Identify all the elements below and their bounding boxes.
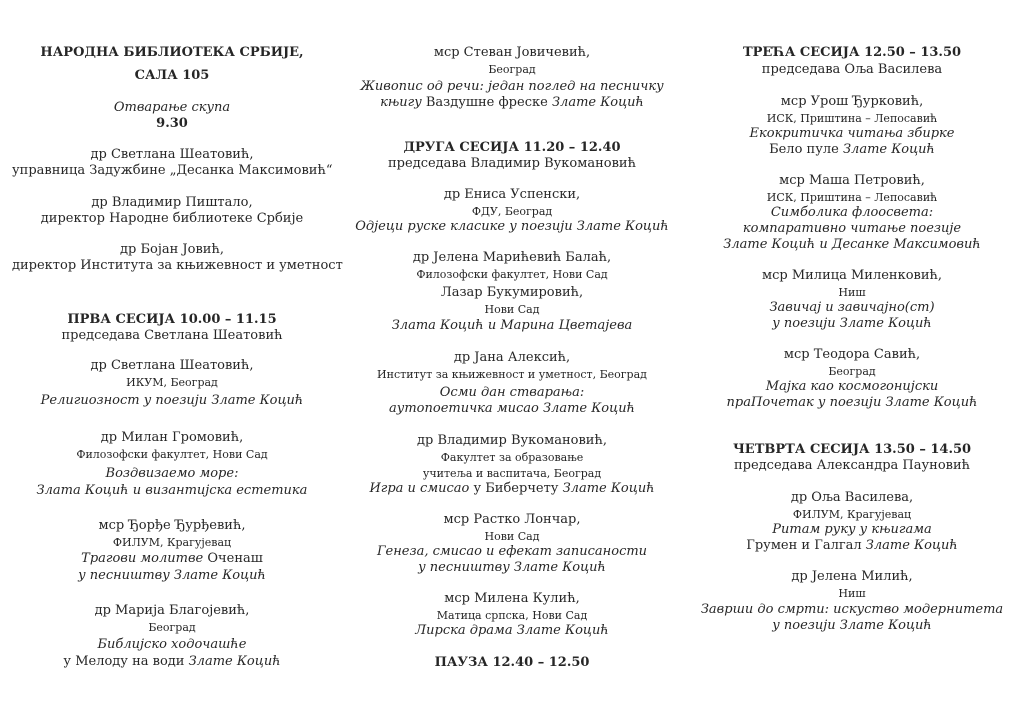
text: у Биберчету <box>469 481 563 496</box>
title-text: Игра и смисао <box>369 481 470 496</box>
text: 9.30 <box>156 116 188 131</box>
text: др Јелена Милић, <box>791 569 913 584</box>
text: Нови Сад <box>484 303 540 316</box>
text: ФДУ, Београд <box>471 205 553 218</box>
program-line <box>350 544 674 560</box>
title-text: Воздвизаемо море: <box>105 466 239 481</box>
text: др Оља Василева, <box>790 490 914 505</box>
text: Београд <box>828 365 876 378</box>
title-text: Злате Коцић <box>865 538 958 553</box>
program-line <box>350 655 674 671</box>
text: Ваздушне фреске <box>421 95 552 110</box>
program-line <box>350 450 674 466</box>
text: Ниш <box>838 587 866 600</box>
program-line <box>12 447 332 463</box>
program-line <box>350 367 674 383</box>
title-text: у поезији Злате Коцић <box>772 618 932 633</box>
text: Филозофски факултет, Нови Сад <box>416 268 608 281</box>
title-text: у песништву Злате Коцић <box>418 560 606 575</box>
program-line <box>12 312 332 328</box>
title-text: Злате Коцић <box>842 142 935 157</box>
text: председава Оља Василева <box>761 62 943 77</box>
title-text: Злате Коцић <box>184 654 281 669</box>
title-text: Злата Коцић и Марина Цветајева <box>391 318 633 333</box>
text: управница Задужбине „Десанка Максимовић“ <box>12 163 333 178</box>
program-line <box>692 569 1012 585</box>
program-line <box>692 538 1012 554</box>
program-line <box>692 300 1012 316</box>
title-text: компаративно читање поезије <box>742 221 962 236</box>
text: мср Милица Миленковић, <box>761 268 943 283</box>
text: Бело пуле <box>769 142 843 157</box>
title-text: Отварање скупа <box>113 100 231 115</box>
program-line <box>12 568 332 584</box>
program-line <box>12 195 332 211</box>
title-text: у поезији Злате Коцић <box>772 316 932 331</box>
title-text: Симболика флоосвета: <box>770 205 934 220</box>
program-line <box>692 173 1012 189</box>
program-line <box>692 190 1012 206</box>
program-line <box>12 535 332 551</box>
program-line <box>350 187 674 203</box>
text: др Милан Громовић, <box>100 430 244 445</box>
program-line <box>692 205 1012 221</box>
program-line <box>12 654 332 670</box>
program-line <box>692 316 1012 332</box>
program-line <box>692 268 1012 284</box>
title-text: Заврши до смрти: искуство модернитета <box>700 602 1004 617</box>
program-line <box>12 551 332 567</box>
text: ЧЕТВРТА СЕСИЈА 13.50 – 14.50 <box>732 442 972 457</box>
program-line <box>12 637 332 653</box>
text: ТРЕЋА СЕСИЈА 12.50 – 13.50 <box>742 45 962 60</box>
program-line <box>12 147 332 163</box>
text: Лазар Букумировић, <box>440 285 584 300</box>
title-text: Злата Коцић и византијска естетика <box>36 483 308 498</box>
title-text: Екокритичка читања збирке <box>749 126 955 141</box>
program-line <box>692 507 1012 523</box>
text: мср Маша Петровић, <box>779 173 925 188</box>
program-line <box>12 603 332 619</box>
text: Институт за књижевност и уметност, Београд <box>377 368 647 381</box>
program-line <box>350 62 674 78</box>
program-line <box>12 242 332 258</box>
program-line <box>12 163 332 179</box>
text: директор Института за књижевност и уметност <box>12 258 343 273</box>
program-line <box>350 79 674 95</box>
title-text: Библијско ходочашће <box>97 637 247 652</box>
program-line <box>12 393 332 409</box>
title-text: Лирска драма Злате Коцић <box>415 623 609 638</box>
program-line <box>12 100 332 116</box>
program-line <box>692 602 1012 618</box>
text: др Јана Алексић, <box>453 350 571 365</box>
text: др Владимир Вукомановић, <box>417 433 607 448</box>
program-line <box>350 204 674 220</box>
text: др Светлана Шеатовић, <box>90 358 254 373</box>
program-line <box>692 379 1012 395</box>
text: председава Светлана Шеатовић <box>61 328 283 343</box>
text: мср Теодора Савић, <box>783 347 921 362</box>
text: ИКУМ, Београд <box>126 376 218 389</box>
program-line <box>692 458 1012 474</box>
text: Оченаш <box>203 551 263 566</box>
program-line <box>12 483 332 499</box>
program-line <box>692 237 1012 253</box>
program-line <box>692 347 1012 363</box>
program-line <box>692 586 1012 602</box>
text: др Бојан Јовић, <box>120 242 224 257</box>
title-text: књигу <box>380 95 422 110</box>
title-text: праПочетак у поезији Злате Коцић <box>726 395 978 410</box>
title-text: Злате Коцић и Десанке Максимовић <box>723 237 981 252</box>
title-text: Осми дан стварања: <box>439 385 585 400</box>
text: директор Народне библиотеке Србије <box>40 211 304 226</box>
title-text: Генеза, смисао и ефекат записаности <box>376 544 648 559</box>
text: ИСК, Приштина – Лепосавић <box>766 191 938 204</box>
text: Ниш <box>838 286 866 299</box>
title-text: Религиозност у поезији Злате Коцић <box>40 393 304 408</box>
program-line <box>692 395 1012 411</box>
program-line <box>692 142 1012 158</box>
program-line <box>692 442 1012 458</box>
program-line <box>350 267 674 283</box>
program-line <box>12 116 332 132</box>
text: НАРОДНА БИБЛИОТЕКА СРБИЈЕ, <box>40 45 304 60</box>
text: др Ениса Успенски, <box>443 187 581 202</box>
text: др Марија Благојевић, <box>94 603 250 618</box>
text: ДРУГА СЕСИЈА 11.20 – 12.40 <box>403 140 621 155</box>
program-line <box>692 285 1012 301</box>
program-line <box>350 560 674 576</box>
program-line <box>350 466 674 482</box>
program-line <box>350 318 674 334</box>
program-line <box>350 156 674 172</box>
text: др Светлана Шеатовић, <box>90 147 254 162</box>
program-line <box>692 522 1012 538</box>
program-line <box>350 95 674 111</box>
text: др Владимир Пиштало, <box>91 195 253 210</box>
program-line <box>350 45 674 61</box>
program-line <box>12 375 332 391</box>
program-line <box>12 466 332 482</box>
text: Београд <box>148 621 196 634</box>
title-text: Трагови молитве <box>81 551 204 566</box>
program-line <box>350 285 674 301</box>
program-line <box>350 591 674 607</box>
title-text: Злате Коцић <box>551 95 644 110</box>
text: Матица српска, Нови Сад <box>436 609 588 622</box>
program-line <box>350 481 674 497</box>
program-line <box>350 512 674 528</box>
program-line <box>350 608 674 624</box>
text: Београд <box>488 63 536 76</box>
program-line <box>692 45 1012 61</box>
text: председава Владимир Вукомановић <box>388 156 636 171</box>
program-line <box>692 62 1012 78</box>
text: мср Ђорђе Ђурђевић, <box>98 518 246 533</box>
text: мср Милена Кулић, <box>444 591 580 606</box>
text: ПАУЗА 12.40 – 12.50 <box>434 655 590 670</box>
program-line <box>12 45 332 61</box>
text: Мелоду на води <box>75 654 185 669</box>
text: Факултет за образовање <box>440 451 584 464</box>
program-line <box>350 302 674 318</box>
program-line <box>12 211 332 227</box>
program-line <box>692 618 1012 634</box>
text: Грумен и Галгал <box>746 538 866 553</box>
text: ФИЛУМ, Крагујевац <box>792 508 912 521</box>
program-line <box>350 385 674 401</box>
program-line <box>12 430 332 446</box>
program-line <box>692 490 1012 506</box>
program-line <box>350 623 674 639</box>
program-line <box>12 328 332 344</box>
text: мср Растко Лончар, <box>443 512 581 527</box>
title-text: Завичај и завичајно(ст) <box>769 300 935 315</box>
text: ИСК, Приштина – Лепосавић <box>766 112 938 125</box>
title-text: Мајка као космогонијски <box>765 379 939 394</box>
text: Филозофски факултет, Нови Сад <box>76 448 268 461</box>
text: ФИЛУМ, Крагујевац <box>112 536 232 549</box>
program-line <box>12 258 343 274</box>
program-line <box>350 350 674 366</box>
program-line <box>350 401 674 417</box>
program-line <box>350 250 674 266</box>
program-line <box>12 518 332 534</box>
program-line <box>12 68 332 84</box>
text: ПРВА СЕСИЈА 10.00 – 11.15 <box>67 312 277 327</box>
text: др Јелена Марићевић Балаћ, <box>412 250 612 265</box>
text: САЛА 105 <box>134 68 210 83</box>
program-line <box>692 364 1012 380</box>
text: учитеља и васпитача, Београд <box>422 467 602 480</box>
program-line <box>692 221 1012 237</box>
program-line <box>692 111 1012 127</box>
text: мср Урош Ђурковић, <box>780 94 924 109</box>
title-text: у песништву Злате Коцић <box>78 568 266 583</box>
title-text: Ритам руку у књигама <box>772 522 932 537</box>
text: у <box>63 654 76 669</box>
title-text: Живопис од речи: један поглед на песничку <box>360 79 664 94</box>
program-line <box>350 219 674 235</box>
program-line <box>350 433 674 449</box>
text: председава Александра Пауновић <box>733 458 971 473</box>
program-line <box>350 140 674 156</box>
title-text: Злате Коцић <box>562 481 655 496</box>
program-line <box>692 94 1012 110</box>
text: Нови Сад <box>484 530 540 543</box>
program-line <box>12 620 332 636</box>
title-text: Одјеци руске класике у поезији Злате Коцић <box>355 219 669 234</box>
program-line <box>692 126 1012 142</box>
program-line <box>350 529 674 545</box>
title-text: аутопоетичка мисао Злате Коцић <box>389 401 635 416</box>
program-line <box>12 358 332 374</box>
text: мср Стеван Јовичевић, <box>433 45 591 60</box>
